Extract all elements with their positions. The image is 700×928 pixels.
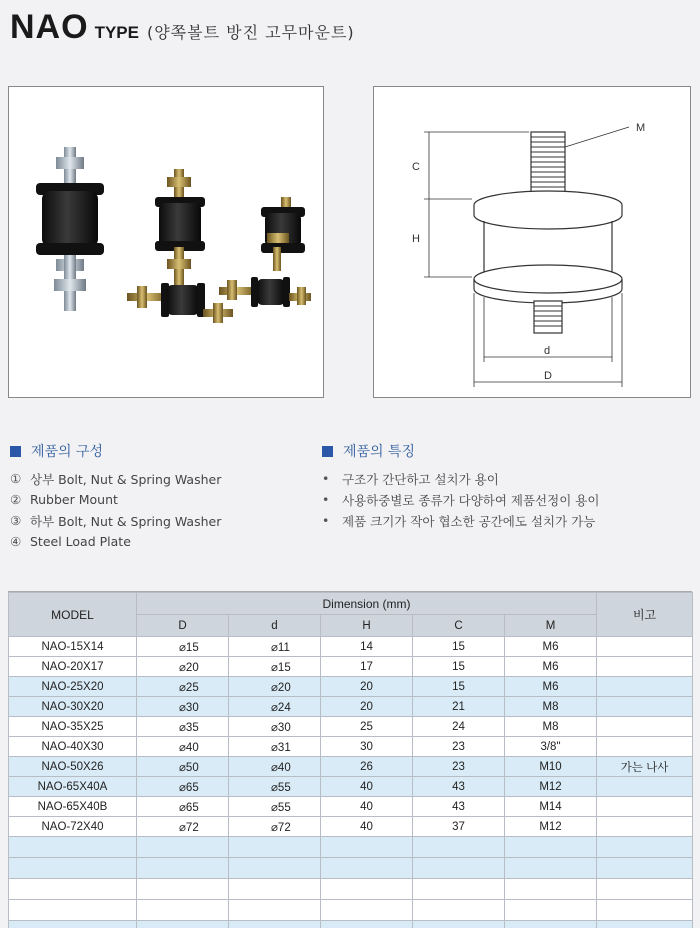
list-item: ④ Steel Load Plate: [10, 534, 131, 549]
table-row: [9, 657, 693, 677]
cell-d: ⌀72: [229, 817, 321, 837]
cell-model: NAO-65X40B: [9, 797, 137, 817]
label-d-small: d: [544, 345, 551, 357]
label-h: H: [412, 233, 420, 245]
product-photo: [8, 86, 324, 398]
cell-d: ⌀31: [229, 737, 321, 757]
cell-d: ⌀24: [229, 697, 321, 717]
list-item: ③ 하부 Bolt, Nut & Spring Washer: [10, 513, 222, 529]
cell-d: ⌀25: [137, 677, 229, 697]
table-row-empty: [9, 858, 693, 879]
cell-h: 20: [321, 697, 413, 717]
cell-h: 40: [321, 797, 413, 817]
table-row-empty: [9, 900, 693, 921]
cell-h: 17: [321, 657, 413, 677]
cell-remark: [597, 697, 693, 717]
cell-d: ⌀65: [137, 797, 229, 817]
type-label: TYPE: [94, 23, 139, 42]
brand-title: NAO: [10, 8, 89, 46]
cell-h: 30: [321, 737, 413, 757]
cell-m: M6: [505, 637, 597, 657]
table-row: [9, 817, 693, 837]
header-model: MODEL: [9, 593, 137, 637]
cell-remark: [597, 737, 693, 757]
cell-model: NAO-30X20: [9, 697, 137, 717]
list-item: • 구조가 간단하고 설치가 용이: [322, 471, 499, 487]
cell-model: NAO-72X40: [9, 817, 137, 837]
cell-remark: 가는 나사: [597, 757, 693, 777]
cell-remark: [597, 797, 693, 817]
table-row: [9, 637, 693, 657]
table-row: [9, 677, 693, 697]
cell-remark: [597, 637, 693, 657]
cell-model: NAO-50X26: [9, 757, 137, 777]
cell-h: 14: [321, 637, 413, 657]
rubber-mount-photo-illustration: [9, 87, 323, 397]
mount-drawing: [374, 87, 690, 397]
header-col-C: C: [413, 615, 505, 637]
cell-m: M6: [505, 677, 597, 697]
cell-d: ⌀55: [229, 797, 321, 817]
list-item: • 제품 크기가 작아 협소한 공간에도 설치가 가능: [322, 513, 596, 529]
spec-table: [8, 592, 693, 928]
cell-remark: [597, 677, 693, 697]
table-row: [9, 777, 693, 797]
cell-d: ⌀30: [229, 717, 321, 737]
cell-m: 3/8": [505, 737, 597, 757]
label-d-large: D: [544, 370, 552, 382]
cell-model: NAO-35X25: [9, 717, 137, 737]
page-header: [10, 8, 355, 48]
cell-h: 26: [321, 757, 413, 777]
cell-d: ⌀15: [229, 657, 321, 677]
table-row: [9, 797, 693, 817]
table-row-empty: [9, 921, 693, 928]
cell-h: 40: [321, 777, 413, 797]
cell-model: NAO-40X30: [9, 737, 137, 757]
cell-m: M12: [505, 817, 597, 837]
header-col-d: d: [229, 615, 321, 637]
cell-c: 15: [413, 637, 505, 657]
cell-m: M8: [505, 697, 597, 717]
cell-m: M12: [505, 777, 597, 797]
cell-d: ⌀30: [137, 697, 229, 717]
cell-remark: [597, 717, 693, 737]
cell-d: ⌀50: [137, 757, 229, 777]
header-col-D: D: [137, 615, 229, 637]
spec-table-container: [8, 591, 692, 928]
section-bullet-icon: [10, 446, 21, 457]
label-c: C: [412, 161, 420, 173]
cell-model: NAO-15X14: [9, 637, 137, 657]
table-row: [9, 717, 693, 737]
cell-d: ⌀72: [137, 817, 229, 837]
cell-c: 43: [413, 777, 505, 797]
cell-model: NAO-65X40A: [9, 777, 137, 797]
cell-c: 23: [413, 737, 505, 757]
header-col-M: M: [505, 615, 597, 637]
cell-model: NAO-25X20: [9, 677, 137, 697]
table-row-empty: [9, 879, 693, 900]
cell-m: M10: [505, 757, 597, 777]
composition-title: 제품의 구성: [31, 444, 104, 460]
cell-h: 25: [321, 717, 413, 737]
cell-remark: [597, 657, 693, 677]
header-remark: 비고: [597, 593, 693, 637]
cell-m: M8: [505, 717, 597, 737]
cell-d: ⌀65: [137, 777, 229, 797]
cell-d: ⌀40: [137, 737, 229, 757]
cell-c: 43: [413, 797, 505, 817]
list-item: ① 상부 Bolt, Nut & Spring Washer: [10, 471, 222, 487]
cell-remark: [597, 817, 693, 837]
cell-h: 40: [321, 817, 413, 837]
dimension-diagram: [373, 86, 691, 398]
cell-d: ⌀11: [229, 637, 321, 657]
composition-section: [10, 442, 221, 552]
cell-c: 24: [413, 717, 505, 737]
list-item: ② Rubber Mount: [10, 492, 118, 507]
cell-d: ⌀15: [137, 637, 229, 657]
cell-model: NAO-20X17: [9, 657, 137, 677]
cell-d: ⌀35: [137, 717, 229, 737]
cell-h: 20: [321, 677, 413, 697]
cell-c: 15: [413, 657, 505, 677]
table-row-empty: [9, 837, 693, 858]
header-dimension: Dimension (mm): [137, 593, 597, 615]
cell-m: M6: [505, 657, 597, 677]
features-section: [322, 442, 599, 531]
cell-c: 15: [413, 677, 505, 697]
cell-c: 37: [413, 817, 505, 837]
cell-remark: [597, 777, 693, 797]
cell-c: 23: [413, 757, 505, 777]
header-col-H: H: [321, 615, 413, 637]
cell-d: ⌀20: [229, 677, 321, 697]
cell-c: 21: [413, 697, 505, 717]
features-title: 제품의 특징: [343, 444, 416, 460]
cell-m: M14: [505, 797, 597, 817]
label-m: M: [636, 122, 646, 134]
table-row: [9, 697, 693, 717]
section-bullet-icon: [322, 446, 333, 457]
product-subtitle: (양쪽볼트 방진 고무마운트): [146, 23, 355, 42]
cell-d: ⌀20: [137, 657, 229, 677]
list-item: • 사용하중별로 종류가 다양하여 제품선정이 용이: [322, 492, 600, 508]
cell-d: ⌀40: [229, 757, 321, 777]
cell-d: ⌀55: [229, 777, 321, 797]
table-row: [9, 737, 693, 757]
table-row: [9, 757, 693, 777]
